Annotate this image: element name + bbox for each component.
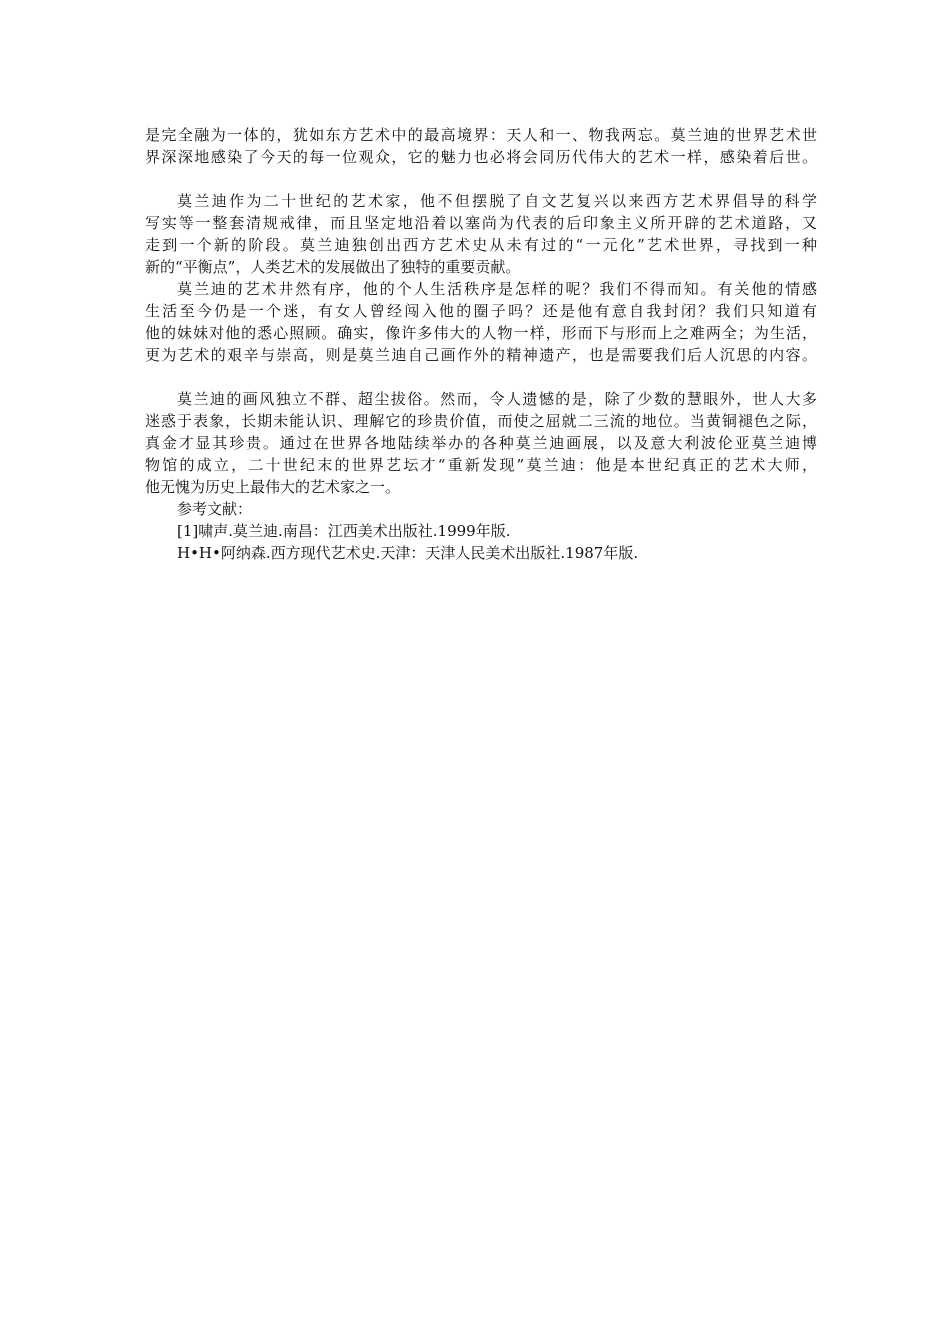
text-line: 真金才显其珍贵。通过在世界各地陆续举办的各种莫兰迪画展，以及意大利波伦亚莫兰迪博 (145, 434, 817, 452)
text-line: 生活至今仍是一个迷，有女人曾经闯入他的圈子吗？还是他有意自我封闭？我们只知道有 (145, 302, 817, 320)
paragraph (145, 388, 817, 498)
text-line: 是完全融为一体的，犹如东方艺术中的最高境界：天人和一、物我两忘。莫兰迪的世界艺术世 (145, 126, 817, 144)
text-line: 他无愧为历史上最伟大的艺术家之一。 (145, 478, 401, 496)
references-heading: 参考文献： (177, 500, 253, 518)
text-line: 更为艺术的艰辛与崇高，则是莫兰迪自己画作外的精神遗产，也是需要我们后人沉思的内容。 (145, 346, 817, 364)
paragraph-spacer (145, 366, 817, 388)
text-line: 迷惑于表象，长期未能认识、理解它的珍贵价值，而使之屈就二三流的地位。当黄铜褪色之际， (145, 412, 817, 430)
text-line: 界深深地感染了今天的每一位观众，它的魅力也必将会同历代伟大的艺术一样，感染着后世。 (145, 148, 817, 166)
reference-item: H•H•阿纳森.西方现代艺术史.天津：天津人民美术出版社.1987年版. (177, 544, 639, 562)
text-line: 莫兰迪作为二十世纪的艺术家，他不但摆脱了自文艺复兴以来西方艺术界倡导的科学 (177, 192, 817, 210)
text-line: 新的“平衡点”，人类艺术的发展做出了独特的重要贡献。 (145, 258, 521, 276)
paragraph (145, 278, 817, 366)
text-line: 走到一个新的阶段。莫兰迪独创出西方艺术史从未有过的“一元化”艺术世界，寻找到一种 (145, 236, 817, 254)
paragraph (145, 190, 817, 278)
text-line: 莫兰迪的艺术井然有序，他的个人生活秩序是怎样的呢？我们不得而知。有关他的情感 (177, 280, 817, 298)
text-line: 他的妹妹对他的悉心照顾。确实，像许多伟大的人物一样，形而下与形而上之难两全；为生活， (145, 324, 817, 342)
reference-item: [1]啸声.莫兰迪.南昌：江西美术出版社.1999年版. (177, 522, 511, 540)
paragraph-spacer (145, 168, 817, 190)
document-page (145, 124, 817, 564)
text-line: 写实等一整套清规戒律，而且坚定地沿着以塞尚为代表的后印象主义所开辟的艺术道路，又 (145, 214, 817, 232)
text-line: 莫兰迪的画风独立不群、超尘拔俗。然而，令人遗憾的是，除了少数的慧眼外，世人大多 (177, 390, 817, 408)
text-line: 物馆的成立，二十世纪末的世界艺坛才“重新发现”莫兰迪：他是本世纪真正的艺术大师， (145, 456, 817, 474)
paragraph (145, 124, 817, 168)
references-section (145, 498, 817, 564)
